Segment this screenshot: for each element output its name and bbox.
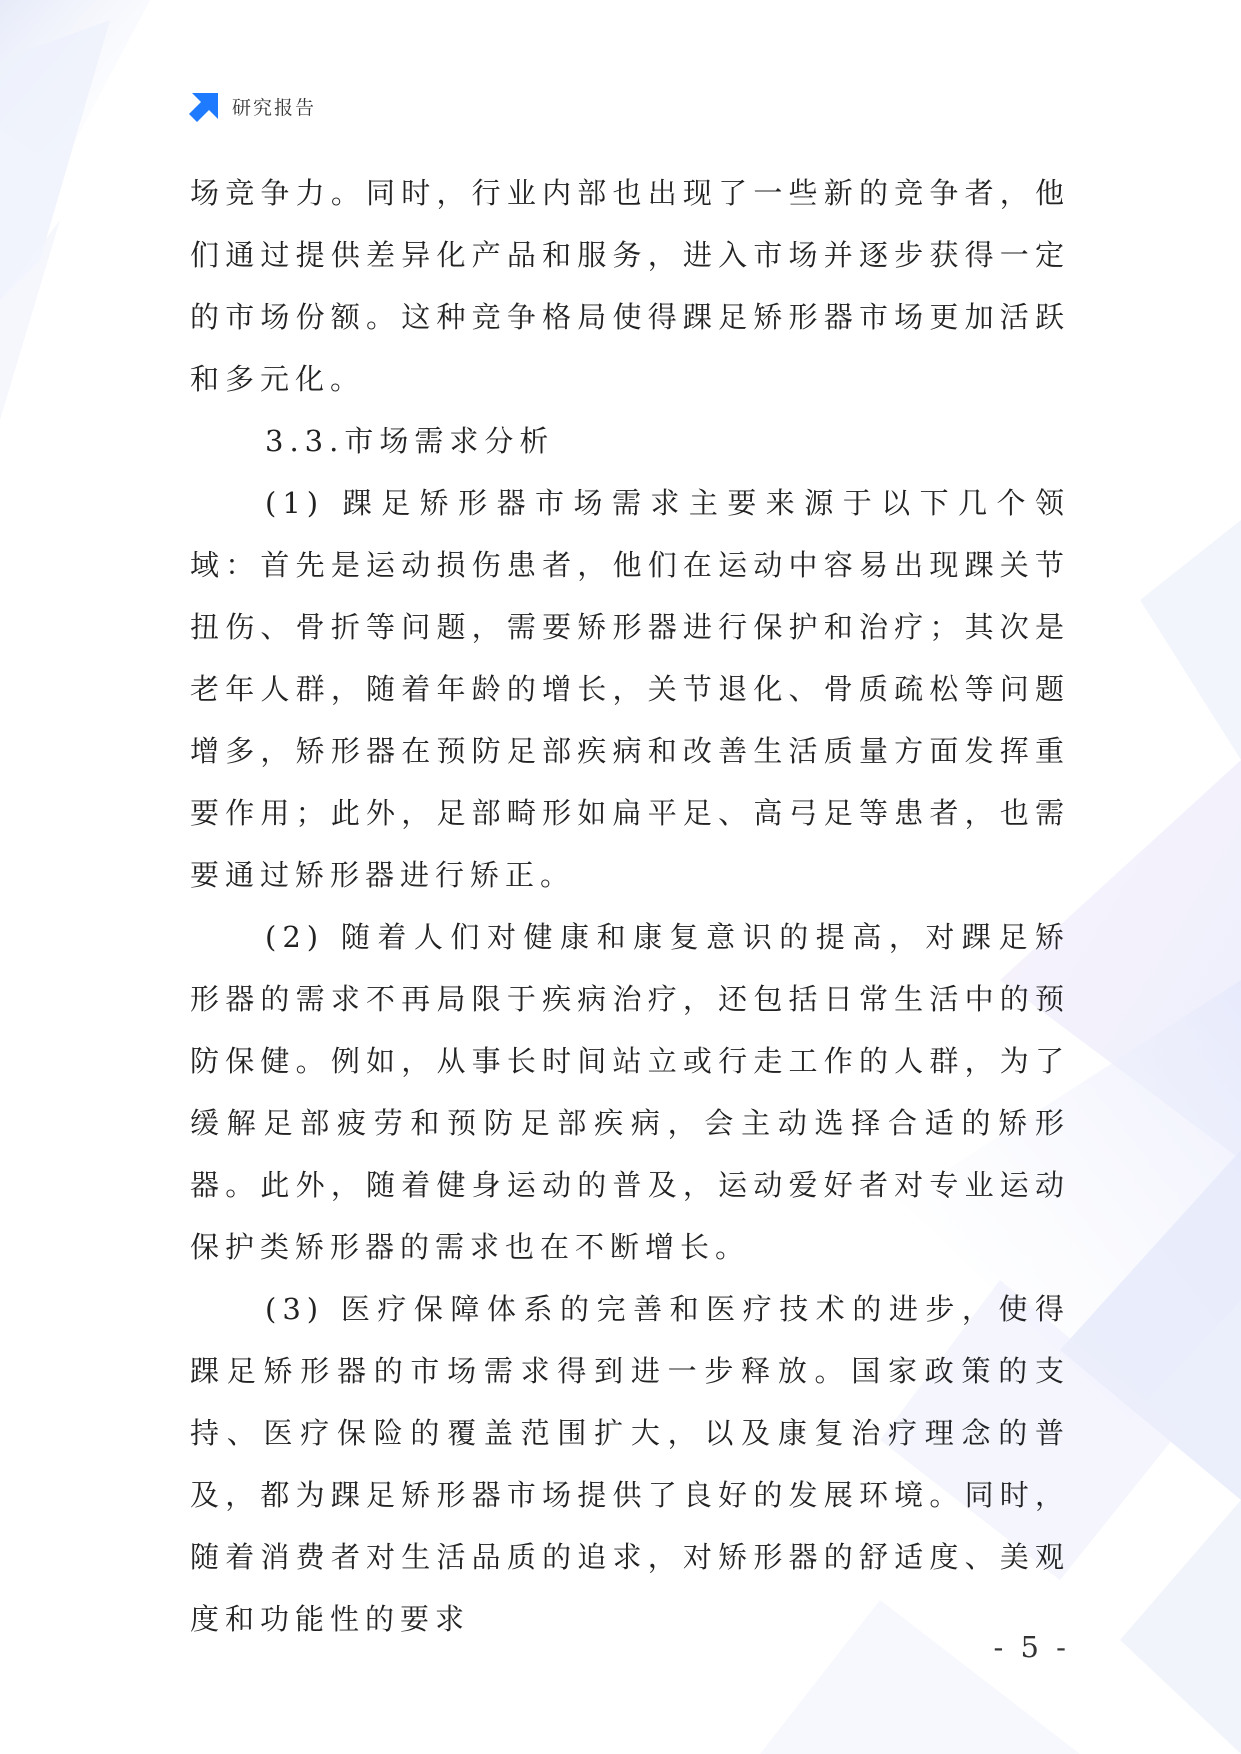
header-title: 研究报告: [232, 96, 317, 119]
arrow-up-right-icon: [188, 89, 222, 123]
paragraph-3: (3) 医疗保障体系的完善和医疗技术的进步，使得踝足矫形器的市场需求得到进一步释放。国家政策的支持、医疗保险的覆盖范围扩大，以及康复治疗理念的普及，都为踝足矫形器市场提供了良好的发展环境。同时，随着消费者对生活品质的追求，对矫形器的舒适度、美观度和功能性的要求: [190, 1292, 1070, 1636]
page-number: - 5 -: [993, 1630, 1070, 1664]
report-header: [188, 88, 316, 124]
document-body: [190, 162, 1070, 1650]
section-heading: 3.3.市场需求分析: [265, 424, 555, 458]
paragraph-2: (2) 随着人们对健康和康复意识的提高，对踝足矫形器的需求不再局限于疾病治疗，还包括日常生活中的预防保健。例如，从事长时间站立或行走工作的人群，为了缓解足部疲劳和预防足部疾病，会主动选择合适的矫形器。此外，随着健身运动的普及，运动爱好者对专业运动保护类矫形器的需求也在不断增长。: [190, 920, 1070, 1264]
paragraph-1: (1) 踝足矫形器市场需求主要来源于以下几个领域：首先是运动损伤患者，他们在运动中容易出现踝关节扭伤、骨折等问题，需要矫形器进行保护和治疗；其次是老年人群，随着年龄的增长，关节退化、骨质疏松等问题增多，矫形器在预防足部疾病和改善生活质量方面发挥重要作用；此外，足部畸形如扁平足、高弓足等患者，也需要通过矫形器进行矫正。: [190, 486, 1070, 892]
paragraph-continued: 场竞争力。同时，行业内部也出现了一些新的竞争者，他们通过提供差异化产品和服务，进入市场并逐步获得一定的市场份额。这种竞争格局使得踝足矫形器市场更加活跃和多元化。: [190, 176, 1070, 396]
